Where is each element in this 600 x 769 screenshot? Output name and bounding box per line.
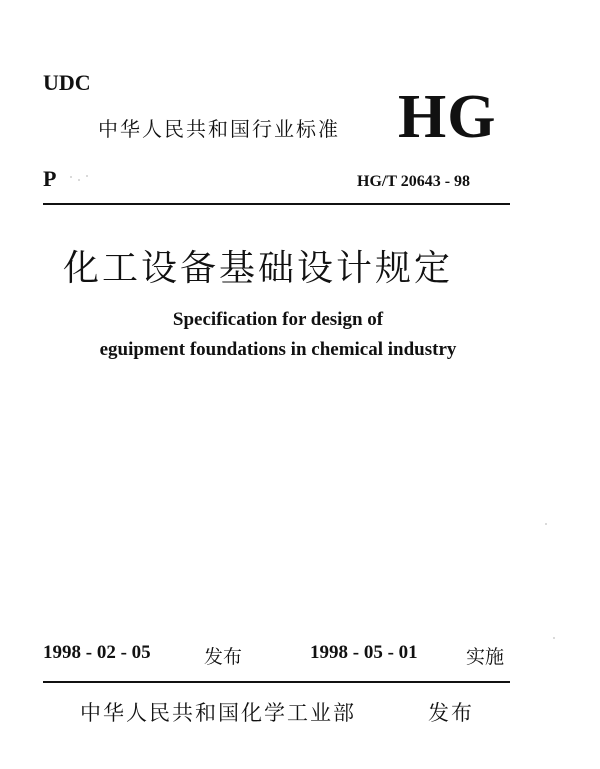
scan-speck (545, 523, 547, 525)
issue-date: 1998 - 02 - 05 (43, 642, 151, 663)
bottom-divider (43, 681, 510, 683)
standard-type-heading: 中华人民共和国行业标准 (98, 117, 340, 141)
implementation-date: 1998 - 05 - 01 (310, 642, 418, 663)
hg-logo: HG (398, 83, 497, 151)
publisher-name: 中华人民共和国化学工业部 (80, 701, 356, 725)
issue-label: 发布 (204, 646, 243, 668)
title-english-line-2: eguipment foundations in chemical industry (99, 339, 457, 360)
publish-label: 发布 (428, 701, 474, 725)
scan-speck (553, 637, 555, 639)
scan-speck (70, 176, 72, 178)
scan-speck (86, 175, 88, 177)
scan-speck (78, 179, 80, 181)
udc-label: UDC (43, 70, 91, 95)
title-english-line-1: Specification for design of (172, 309, 384, 330)
classification-code: P (43, 166, 57, 191)
implementation-label: 实施 (466, 646, 505, 668)
title-chinese: 化工设备基础设计规定 (63, 248, 454, 289)
standard-number: HG/T 20643 - 98 (357, 173, 471, 190)
top-divider (43, 203, 510, 205)
